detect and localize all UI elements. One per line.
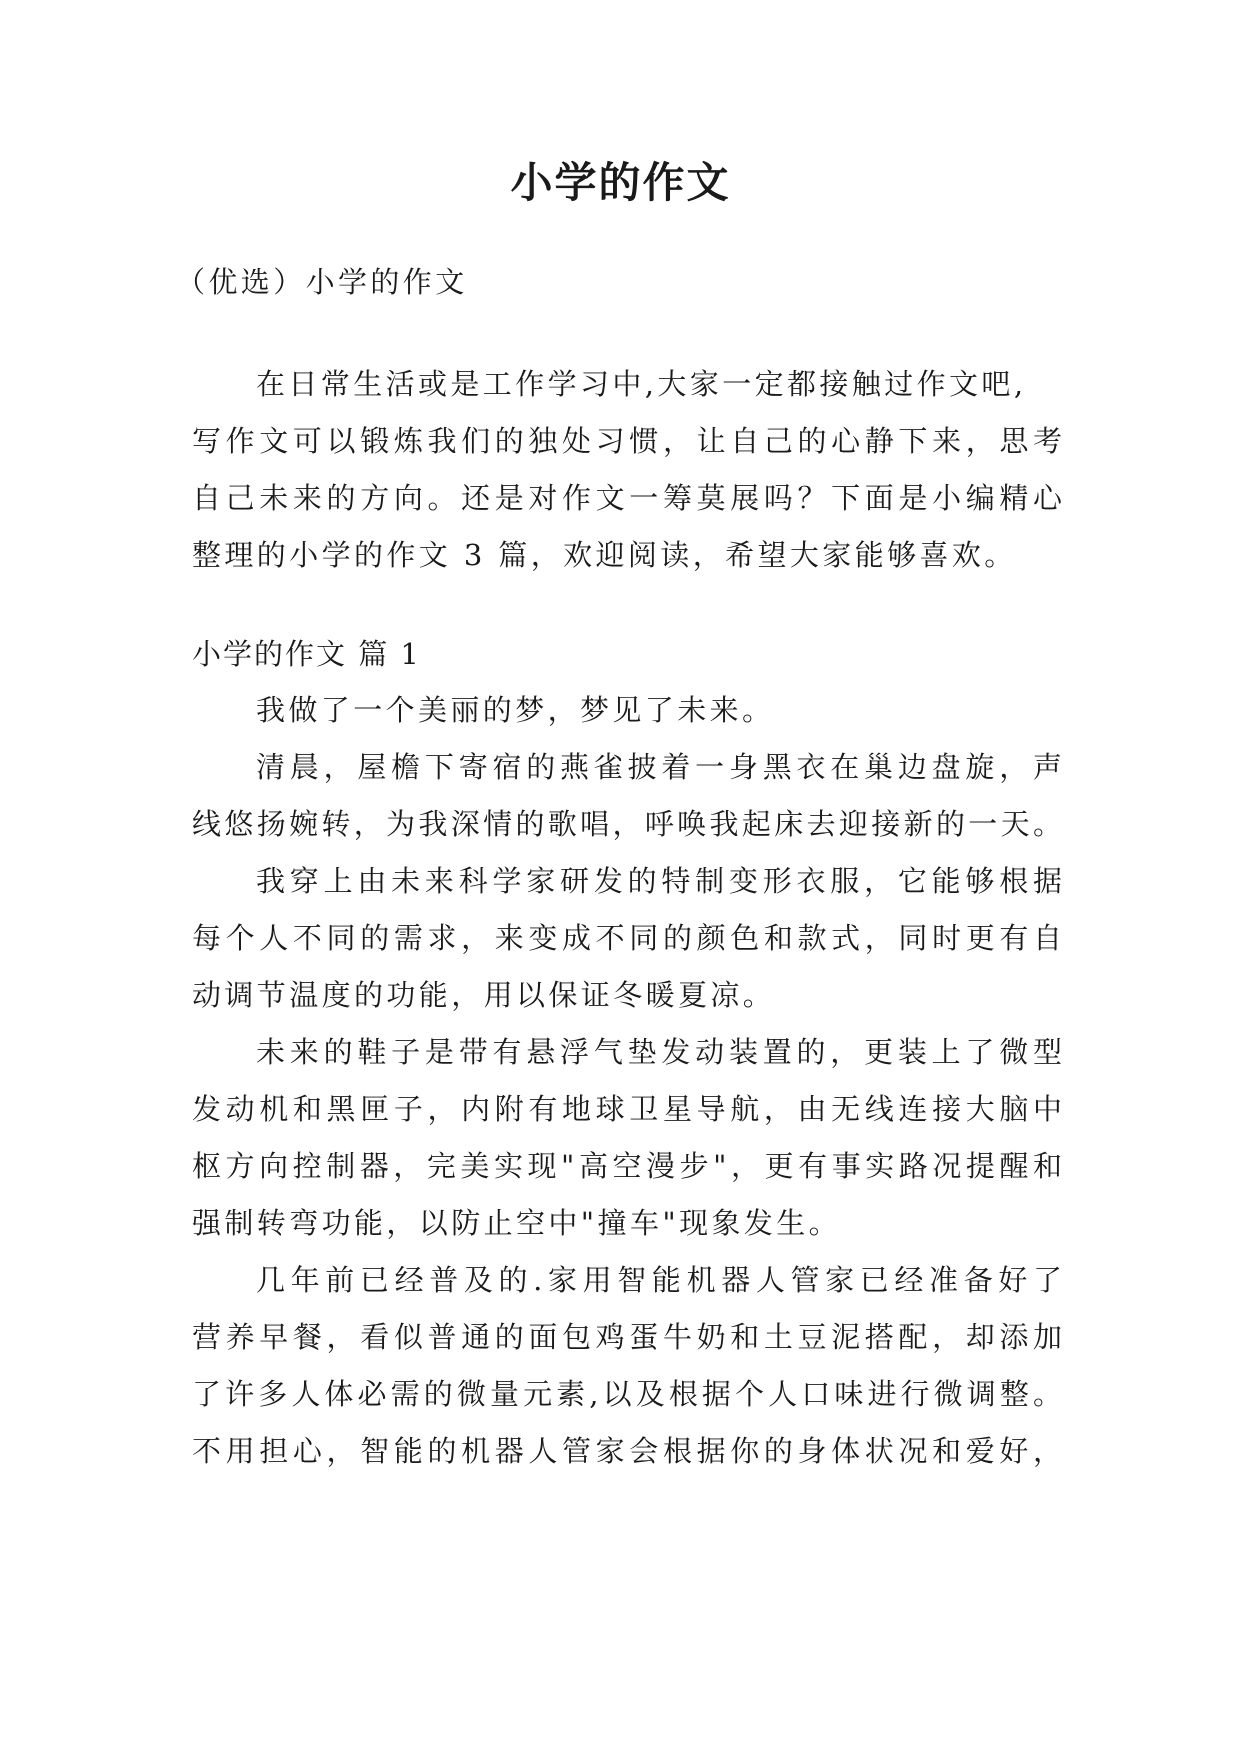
body-line: 每个人不同的需求，来变成不同的颜色和款式，同时更有自 — [192, 921, 1062, 955]
body-line: 线悠扬婉转，为我深情的歌唱，呼唤我起床去迎接新的一天。 — [192, 807, 1062, 841]
body-line: 营养早餐，看似普通的面包鸡蛋牛奶和土豆泥搭配，却添加 — [192, 1320, 1062, 1354]
body-line: 我做了一个美丽的梦，梦见了未来。 — [256, 693, 775, 727]
body-line: 清晨，屋檐下寄宿的燕雀披着一身黑衣在巢边盘旋，声 — [256, 750, 1062, 784]
intro-line: 整理的小学的作文 3 篇，欢迎阅读，希望大家能够喜欢。 — [192, 538, 1017, 572]
body-line: 几年前已经普及的.家用智能机器人管家已经准备好了 — [256, 1263, 1062, 1297]
section-heading: 小学的作文 篇 1 — [192, 637, 421, 671]
body-line: 了许多人体必需的微量元素,以及根据个人口味进行微调整。 — [192, 1377, 1062, 1411]
body-line: 不用担心，智能的机器人管家会根据你的身体状况和爱好， — [192, 1434, 1062, 1468]
intro-line: 写作文可以锻炼我们的独处习惯，让自己的心静下来，思考 — [192, 424, 1062, 458]
body-line: 我穿上由未来科学家研发的特制变形衣服，它能够根据 — [256, 864, 1062, 898]
document-title: 小学的作文 — [510, 158, 731, 207]
body-line: 未来的鞋子是带有悬浮气垫发动装置的，更装上了微型 — [256, 1035, 1062, 1069]
intro-line: 自己未来的方向。还是对作文一筹莫展吗？下面是小编精心 — [192, 481, 1062, 515]
body-line: 强制转弯功能，以防止空中"撞车"现象发生。 — [192, 1206, 842, 1240]
intro-line: 在日常生活或是工作学习中,大家一定都接触过作文吧, — [256, 367, 1027, 401]
body-line: 动调节温度的功能，用以保证冬暖夏凉。 — [192, 978, 776, 1012]
body-line: 枢方向控制器，完美实现"高空漫步"，更有事实路况提醒和 — [192, 1149, 1062, 1183]
document-subtitle: （优选）小学的作文 — [176, 265, 468, 299]
body-line: 发动机和黑匣子，内附有地球卫星导航，由无线连接大脑中 — [192, 1092, 1062, 1126]
